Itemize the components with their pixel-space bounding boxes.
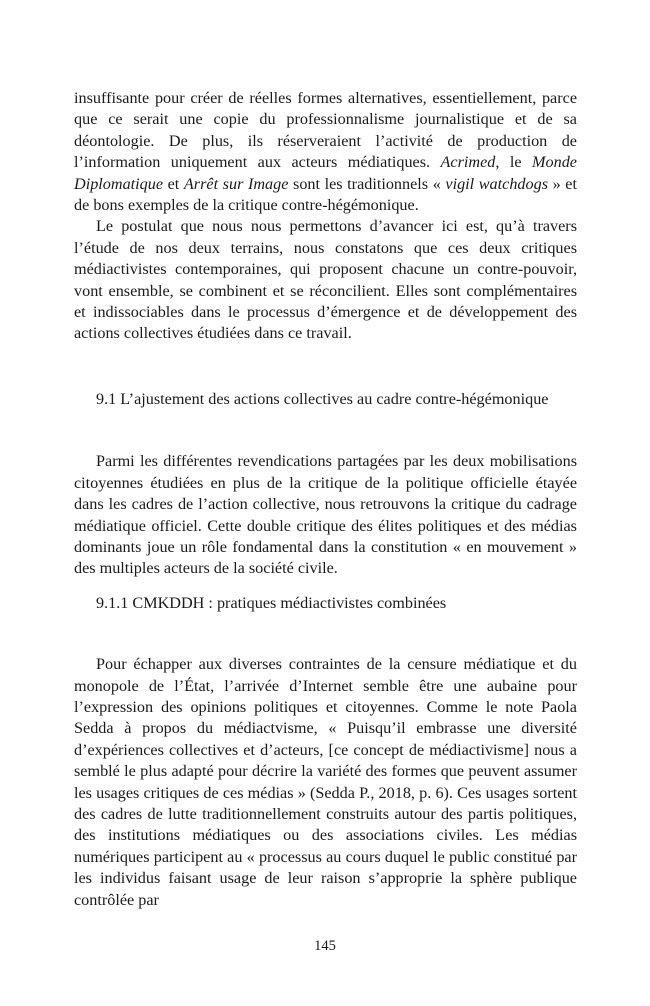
paragraph-text: sont les traditionnels «: [288, 174, 446, 193]
paragraph-continuation: [74, 88, 577, 216]
italic-title-arret-sur-image: Arrêt sur Image: [183, 174, 289, 193]
italic-title-monde-diplomatique: Monde Diplomatique: [74, 153, 577, 193]
italic-term-vigil-watchdogs: vigil watchdogs: [445, 174, 549, 193]
paragraph-postulat: Le postulat que nous nous permettons d’avancer ici est, qu’à travers l’étude de nos deux terrains, nous constatons que ces deux critiques médiactivistes contemporaines, qui proposent chacune un contre-pouvoir, vont ensemble, se combinent et se réconcilient. Elles sont complémentaires et indissociables dans le processus d’émergence et de développement des actions collectives étudiées dans ce travail.: [74, 217, 577, 343]
page-body: [74, 88, 577, 911]
page-number: 145: [314, 938, 336, 954]
paragraph-text: , le: [495, 153, 533, 172]
section-heading-9-1: 9.1 L’ajustement des actions collectives au cadre contre-hégémonique: [96, 389, 549, 408]
paragraph-text: insuffisante pour créer de réelles formes alternatives, essentiellement, parce que ce serait une copie du professionnalisme journalistique et de sa déontologie. De plus, ils réserveraient l’activité de production de l’information uniquement aux acteurs médiatiques.: [74, 89, 577, 172]
paragraph-mediactivisme: Pour échapper aux diverses contraintes de la censure médiatique et du monopole de l’État, l’arrivée d’Internet semble être une aubaine pour l’expression des opinions politiques et citoyennes. Comme le note Paola Sedda à propos du médiactvisme, « Puisqu’il embrasse une diversité d’expériences collectives et d’acteurs, [ce concept de médiactivisme] nous a semblé le plus adapté pour décrire la variété des formes que peuvent assumer les usages critiques de ces médias » (Sedda P., 2018, p. 6). Ces usages sortent des cadres de lutte traditionnellement construits autour des partis politiques, des institutions médiatiques ou des associations civiles. Les médias numériques participent au « processus au cours duquel le public constitué par les individus faisant usage de leur raison s’approprie la sphère publique contrôlée par: [74, 655, 577, 909]
paragraph-text: et: [163, 174, 184, 193]
paragraph-revendications: Parmi les différentes revendications partagées par les deux mobilisations citoyennes étudiées en plus de la critique de la politique officielle étayée dans les cadres de l’action collective, nous retrouvons la critique du cadrage médiatique officiel. Cette double critique des élites politiques et des médias dominants joue un rôle fondamental dans la constitution « en mouvement » des multiples acteurs de la société civile.: [74, 452, 577, 578]
italic-title-acrimed: Acrimed: [440, 153, 496, 172]
paragraph-text: » et de bons exemples de la critique contre-hégémonique.: [74, 174, 577, 215]
section-heading-9-1-1: 9.1.1 CMKDDH : pratiques médiactivistes combinées: [96, 593, 447, 612]
